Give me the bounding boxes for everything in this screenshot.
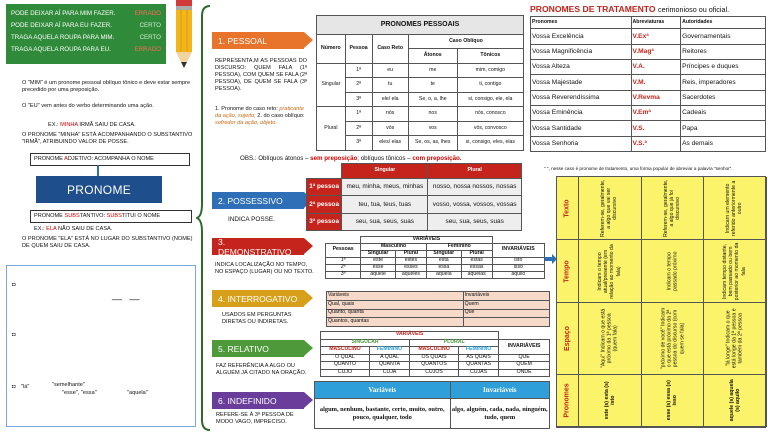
usage-cell — [579, 303, 642, 375]
example-verdict: CERTO — [139, 34, 161, 41]
table-row: Vossa Alteza V.A. Príncipes e duques — [531, 60, 766, 75]
table-row: 1ª pessoa meu, minha, meus, minhas nosso, nossa nossos, nossas — [307, 178, 522, 195]
indefinido-table: Variáveis Invariáveis algum, nenhum, bastante, certo, muito, outro, pouco, qualquer, todo algo, alguém, cada, nada, ninguém, tudo, quem — [314, 381, 550, 429]
interrogativo-table: Variáveis Invariáveis Qual, quais Quem Quanto, quanta Que Quantos, quantas — [326, 291, 550, 327]
table-row: 3ª eles/ elas Se, os, as, lhes si, consigo, eles, elas — [317, 136, 524, 151]
table-row: 2ª vós vos vós, convosco — [317, 121, 524, 136]
usage-cell-text: Referem-se, geralmente, a algo que já foi discursivo — [663, 179, 682, 237]
row-header-label: Espaço — [564, 326, 571, 351]
example-1: EX.: MINHA IRMÃ SAIU DE CASA. — [48, 122, 136, 128]
example-row — [11, 44, 161, 56]
arrow-right-icon — [304, 290, 313, 306]
example-sentence: TRAGA AQUELA ROUPA PARA MIM. — [11, 34, 115, 41]
category-label: 6. INDEFINIDO — [212, 392, 304, 409]
note-word: "lá" — [21, 384, 30, 390]
category-label: 1. PESSOAL — [212, 32, 304, 49]
usage-cell-text: "próximo de você" Indicam o que está próximo da 2ª pessoa do discurso (com quem se fala) — [659, 307, 685, 370]
demonstrativo-table: VARIÁVEIS Pessoas Masculino Feminino INVARIÁVEIS Singular Plural Singular Plural 1ª este estes esta estas isto 2ª esse esses essa essas isso 3ª aquele aqueles aquela aquelas aquilo — [325, 236, 545, 279]
possessivo-desc: INDICA POSSE. — [228, 216, 275, 223]
category-label: 2. POSSESSIVO — [212, 192, 304, 209]
interrogativo-desc: USADOS EM PERGUNTAS DIRETAS OU INDIRETAS. — [222, 312, 292, 325]
example-2: EX.: ELA NÃO SAIU DE CASA. — [34, 226, 113, 232]
row-header-label: Pronomes — [564, 383, 572, 418]
tratamento-note: " ", nesse caso é pronome de tratamento, uma forma popular de abreviar a palavra "senhor". — [544, 166, 733, 171]
table-row: 2ª esse esses essa essas isso — [326, 264, 545, 271]
category-label: 5. RELATIVO — [212, 340, 304, 357]
example-sentence: TRAGA AQUELA ROUPA PARA EU. — [11, 46, 111, 53]
usage-cell-text: Indicam um elemento referido anteriormente a outro — [725, 180, 745, 236]
usage-cell — [704, 240, 767, 303]
usage-cell — [642, 177, 705, 240]
example-sentence: PODE DEIXAR AÍ PARA EU FAZER. — [11, 22, 112, 29]
table-row: Vossa Majestade V.M. Reis, imperadores — [531, 75, 766, 90]
table-row: Quanto, quanta Que — [327, 309, 550, 318]
tratamento-table: Pronomes Abreviaturas Autoridades Vossa Excelência V.Exª Governamentais Vossa Magnificência V.Magª Reitores Vossa Alteza V.A. Príncipes e duques Vossa Majestade V.M. Reis, imperadores Vossa Reverendíssima V.Revma Sacerdotes Vossa Eminência V.Emª Cadeais Vossa Santidade V.S. Papa Vossa Senhoria V.S.ª As demais — [530, 16, 766, 152]
table-row: Vossa Eminência V.Emª Cadeais — [531, 106, 766, 121]
usage-cell — [642, 375, 705, 427]
usage-cell — [642, 240, 705, 303]
usage-cell — [704, 177, 767, 240]
demonstrativo-desc: INDICA LOCALIZAÇÃO NO TEMPO, NO ESPAÇO (LUGAR) OU NO TEXTO. — [215, 262, 314, 275]
table-row: O QUAL A QUAL OS QUAIS AS QUAIS QUE — [321, 354, 550, 362]
example-box — [6, 4, 166, 64]
eu-note: O "EU" vem antes do verbo determinando uma ação. — [22, 103, 154, 109]
usage-cell-text: aquele (s) aquela (s) aquilo — [728, 379, 741, 422]
example-row — [11, 32, 161, 44]
usage-cell-text: "lá longe" Indicam o que está longe da 1ª pessoa e também da 2ª pessoa — [725, 308, 745, 369]
usage-cell-text: Indicam tempo distante, bem passado ou bem posterior ao momento da fala — [722, 242, 748, 300]
usage-cell — [642, 303, 705, 375]
table-row: Singular 1ª eu me mim, comigo — [317, 63, 524, 78]
arrow-right-icon — [304, 32, 313, 48]
blank-lines: __ __ — [112, 290, 140, 300]
table-row: 2ª tu te ti, contigo — [317, 78, 524, 93]
arrow-right-icon — [304, 392, 313, 408]
pronome-adjetivo: PRONOME ADJETIVO: ACOMPANHA O NOME — [30, 153, 190, 166]
table-row: Plural 1ª nós nos nós, conosco — [317, 107, 524, 122]
usage-cell — [704, 375, 767, 427]
pronome-box: PRONOME — [36, 176, 162, 203]
relativo-table: VARIÁVEIS SINGULAR PLURAL INVARIÁVEIS MASCULINO FEMININO MASCULINO FEMININO O QUAL A QUAL OS QUAIS AS QUAIS QUE QUANTO QUANTA QUANTOS QUANTAS QUEM CUJO CUJA CUJOS CUJAS ONDE — [320, 331, 550, 377]
bullet-icon: ◘ — [12, 282, 16, 288]
pessoal-note: 1. Pronome do caso reto: praticante da ação, sujeito; 2. do caso oblíquo: sofredor da ação, objeto. — [215, 106, 305, 126]
table-row: CUJO CUJA CUJOS CUJAS ONDE — [321, 369, 550, 377]
table-row: 3ª aquele aqueles aquela aquelas aquilo — [326, 271, 545, 278]
row-header-label: Texto — [564, 198, 571, 218]
row-header — [557, 240, 579, 303]
minha-note: O PRONOME "MINHA" ESTÁ ACOMPANHANDO O SUBSTANTIVO "IRMÃ", ATRIBUINDO VALOR DE POSSE. — [22, 132, 193, 145]
note-word: "esse", "essa" — [62, 390, 97, 396]
usage-cell-text: esse (s) essa (s) isso — [666, 380, 679, 421]
table-row: Quantos, quantas — [327, 318, 550, 327]
bullet-icon: ◘ — [12, 384, 16, 390]
usage-cell-text: Referem-se, geralmente, a algo que vai ser discursivo — [600, 179, 619, 237]
usage-cell — [579, 177, 642, 240]
table-row: 3ª ele/ ela Se, o, a, lhe si, consigo, ele, ela — [317, 92, 524, 107]
arrow-right-icon — [304, 238, 313, 254]
bullet-icon: ◘ — [12, 332, 16, 338]
usage-cell-text: "Aqui" Indicam o que está próximo da 1ª pessoa (quem fala) — [600, 308, 619, 369]
row-header — [557, 375, 579, 427]
note-word: "aquela" — [127, 390, 148, 396]
mim-note: O "MIM" é um pronome pessoal oblíquo tônico e deve estar sempre precedido por uma preposição. — [22, 80, 191, 93]
tratamento-title: PRONOMES DE TRATAMENTO cerimonioso ou oficial. — [530, 4, 730, 14]
table-row: 3ª pessoa seu, sua, seus, suas seu, sua, seus, suas — [307, 213, 522, 231]
usage-cell — [579, 375, 642, 427]
example-verdict: CERTO — [139, 22, 161, 29]
row-header-label: Tempo — [564, 259, 571, 283]
usage-cell-text: este (s) esta (s) isto — [603, 381, 616, 420]
example-sentence: PODE DEIXAR AÍ PARA MIM FAZER. — [11, 10, 116, 17]
example-row — [11, 8, 161, 20]
table-row: 2ª pessoa teu, tua, teus, tuas vosso, vossa, vossos, vossas — [307, 196, 522, 213]
table-row: Qual, quais Quem — [327, 300, 550, 309]
table-row: Vossa Excelência V.Exª Governamentais — [531, 29, 766, 44]
table-row: 1ª este estes esta estas isto — [326, 257, 545, 264]
obs-note: OBS.: Oblíquos átonos – sem preposição; oblíquos tônicos – com preposição. — [240, 155, 462, 162]
indefinido-desc: REFERE-SE À 3ª PESSOA DE MODO VAGO, IMPRECISO. — [216, 412, 294, 425]
ela-note: O PRONOME "ELA" ESTÁ NO LUGAR DO SUBSTANTIVO (NOME) DE QUEM SAIU DE CASA. — [22, 236, 193, 249]
example-row — [11, 20, 161, 32]
demonstrativo-usage-table — [556, 176, 766, 428]
usage-cell — [579, 240, 642, 303]
table-row: QUANTO QUANTA QUANTOS QUANTAS QUEM — [321, 362, 550, 370]
note-word: "semelhante" — [52, 382, 85, 388]
row-header — [557, 177, 579, 240]
table-row: Vossa Santidade V.S. Papa — [531, 121, 766, 136]
arrow-right-icon — [304, 340, 313, 356]
pessoais-table: PRONOMES PESSOAIS Número Pessoa Caso Reto Caso Oblíquo Átonos Tônicos Singular 1ª eu me mim, comigo 2ª tu te ti, contigo 3ª ele/ ela Se, o, a, lhe si, consigo, ele, ela Plural 1ª nós nos nós, conosco 2ª vós vos vós, convosco 3ª eles/ elas Se, os, as, lhes si, consigo, eles, elas — [316, 15, 524, 151]
notes-box — [6, 265, 196, 427]
pronome-substantivo: PRONOME SUBSTANTIVO: SUBSTITUI O NOME — [30, 210, 192, 223]
pessoal-desc: REPRESENTA,M AS PESSOAS DO DISCURSO: QUEM FALA (1ª PESSOA), COM QUEM SE FALA (2ª PESSOA), DE QUEM SE FALA (3ª PESSOA). — [215, 58, 307, 92]
usage-cell-text: Indicam o tempo atual/presente (em relação ao momento da fala) — [597, 243, 623, 299]
table-row: Vossa Magnificência V.Magª Reitores — [531, 44, 766, 59]
category-label: 4. INTERROGATIVO — [212, 290, 304, 307]
example-verdict: ERRADO — [134, 10, 161, 17]
example-verdict: ERRADO — [134, 46, 161, 53]
usage-cell-text: Indicam o tempo passado próximo — [666, 251, 679, 291]
pencil-icon — [172, 0, 196, 70]
brace-icon — [196, 4, 212, 432]
usage-cell — [704, 303, 767, 375]
row-header — [557, 303, 579, 375]
table-row: Vossa Reverendíssima V.Revma Sacerdotes — [531, 90, 766, 105]
possessivo-table: Singular Plural 1ª pessoa meu, minha, meus, minhas nosso, nossa nossos, nossas 2ª pessoa teu, tua, teus, tuas vosso, vossa, vossos, vossas 3ª pessoa seu, sua, seus, suas seu, sua, seus, suas — [306, 163, 522, 231]
category-label: 3. DEMONSTRATIVO — [212, 238, 304, 255]
table-row: Vossa Senhoria V.S.ª As demais — [531, 136, 766, 151]
relativo-desc: FAZ REFERÊNCIA A ALGO OU ALGUÉM JÁ CITADO NA ORAÇÃO. — [216, 363, 307, 376]
